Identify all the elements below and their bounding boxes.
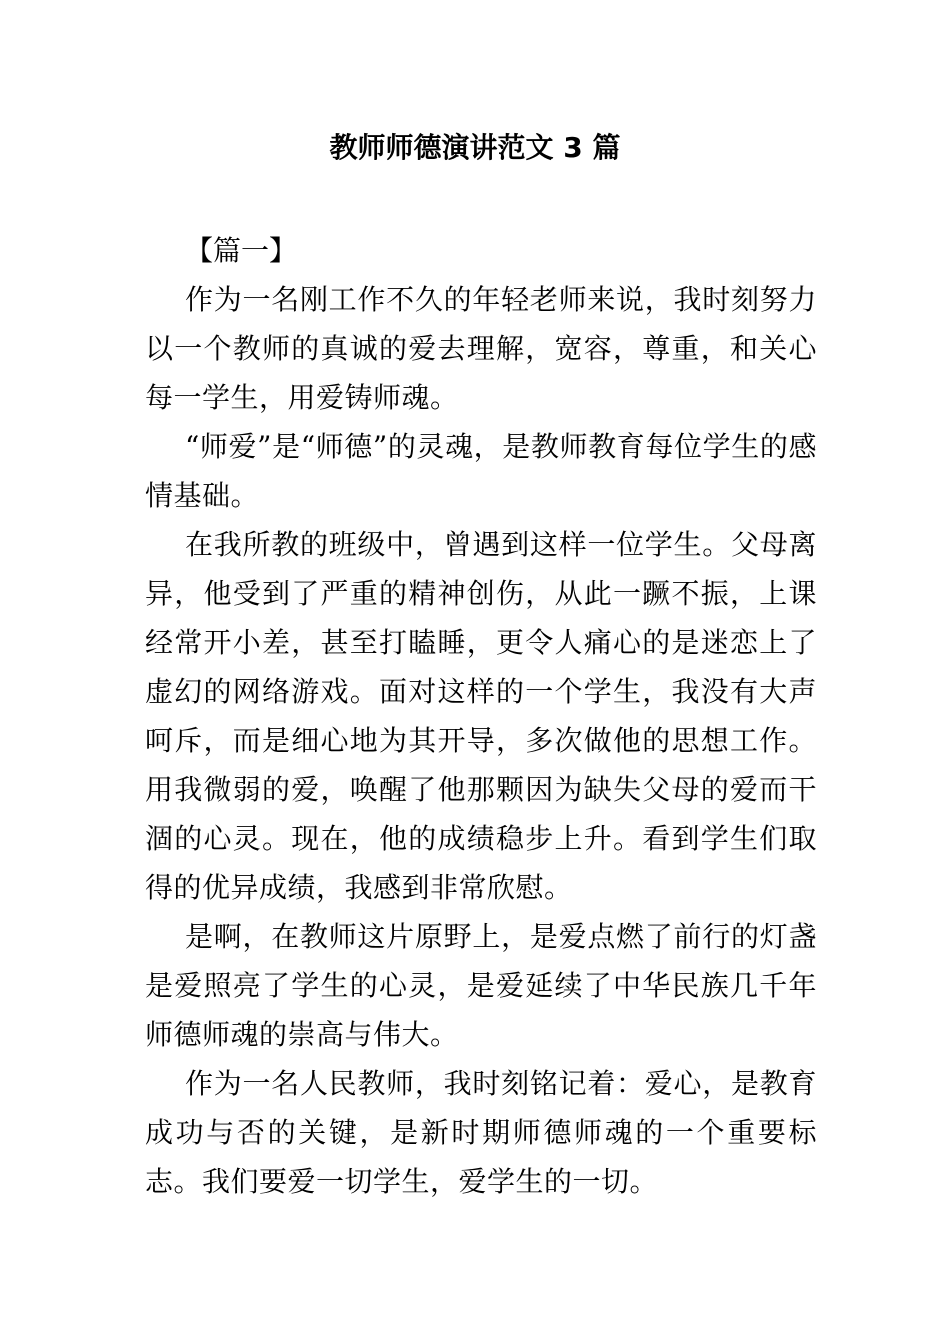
document-title: 教师师德演讲范文 3 篇 (329, 131, 621, 164)
document-body (145, 226, 817, 1206)
section-heading: 【篇一】 (185, 234, 298, 267)
paragraph-1: 作为一名刚工作不久的年轻老师来说，我时刻努力以一个教师的真诚的爱去理解，宽容，尊重，和关心每一学生，用爱铸师魂。 (145, 283, 817, 414)
paragraph-3: 在我所教的班级中，曾遇到这样一位学生。父母离异，他受到了严重的精神创伤，从此一蹶不振，上课经常开小差，甚至打瞌睡，更令人痛心的是迷恋上了虚幻的网络游戏。面对这样的一个学生，我没有大声呵斥，而是细心地为其开导，多次做他的思想工作。用我微弱的爱，唤醒了他那颗因为缺失父母的爱而干涸的心灵。现在，他的成绩稳步上升。看到学生们取得的优异成绩，我感到非常欣慰。 (145, 528, 817, 904)
paragraph-5: 作为一名人民教师，我时刻铭记着：爱心，是教育成功与否的关键，是新时期师德师魂的一个重要标志。我们要爱一切学生，爱学生的一切。 (145, 1067, 817, 1198)
paragraph-4: 是啊，在教师这片原野上，是爱点燃了前行的灯盏是爱照亮了学生的心灵，是爱延续了中华民族几千年师德师魂的崇高与伟大。 (145, 920, 817, 1051)
paragraph-2: “师爱”是“师德”的灵魂，是教师教育每位学生的感情基础。 (145, 430, 817, 512)
